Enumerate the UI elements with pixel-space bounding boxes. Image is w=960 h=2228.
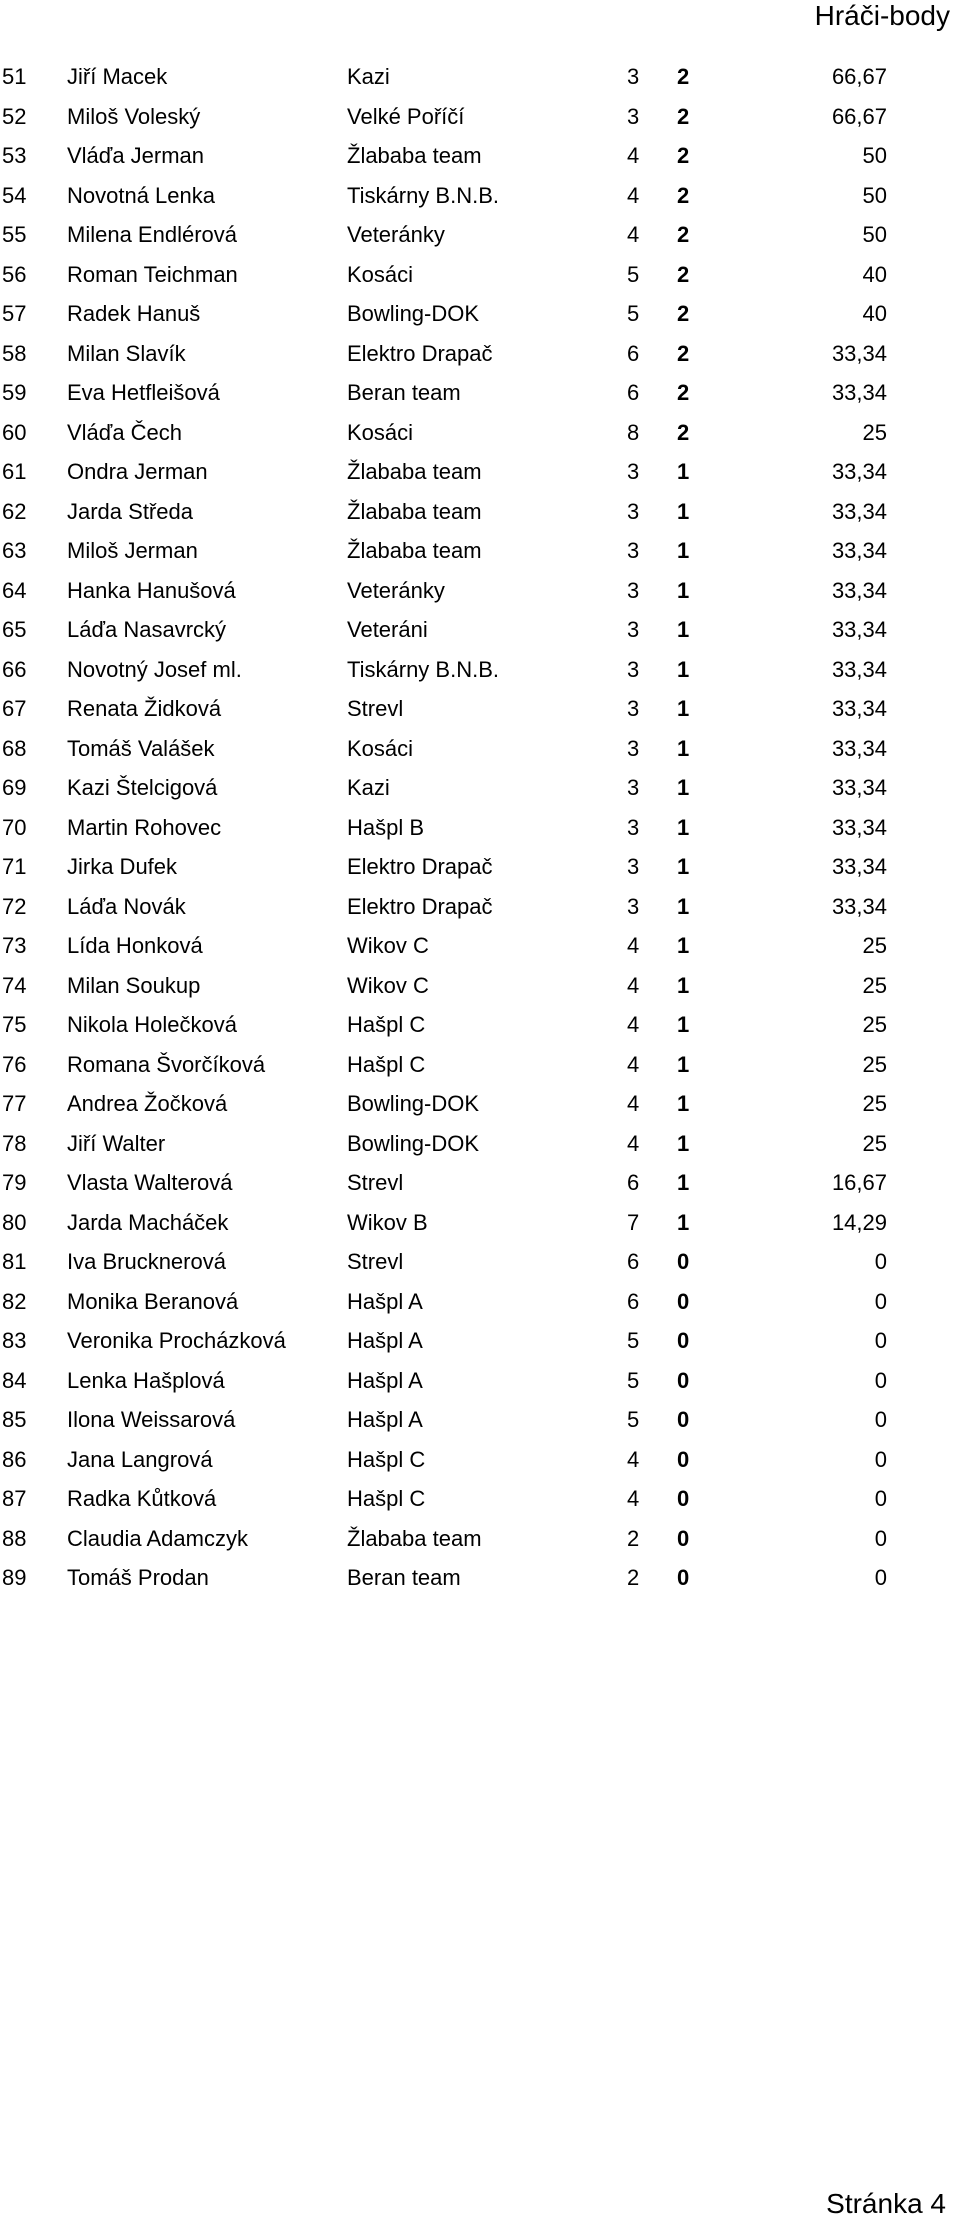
games-cell: 6 [627,380,640,405]
percentage-cell: 33,34 [831,498,887,524]
percentage-cell: 25 [862,1130,887,1156]
table-row [0,847,887,887]
points-cell: 1 [677,538,690,563]
rank-cell: 88 [2,1525,27,1551]
games-cell: 3 [627,538,640,563]
table-row [0,1558,887,1598]
points-cell: 1 [677,459,690,484]
percentage-cell: 0 [874,1249,887,1274]
points-cell: 1 [677,775,690,800]
rank-cell: 79 [2,1170,27,1195]
team-name-cell: Žlababa team [347,538,482,563]
table-row [0,1124,887,1164]
games-cell: 6 [627,1170,640,1195]
games-cell: 6 [627,1288,640,1314]
player-name-cell: Ilona Weissarová [67,1407,236,1432]
table-row [0,294,887,334]
player-name-cell: Veronika Procházková [67,1328,286,1353]
rank-cell: 61 [2,459,27,484]
rank-cell: 70 [2,814,27,840]
table-row [0,1519,887,1559]
points-cell: 1 [677,1209,690,1235]
table-row [0,1400,887,1440]
percentage-cell: 33,34 [831,696,887,721]
games-cell: 6 [627,340,640,366]
percentage-cell: 0 [874,1525,887,1551]
points-cell: 0 [677,1486,690,1511]
table-row [0,373,887,413]
points-cell: 0 [677,1288,690,1314]
points-cell: 1 [677,972,690,998]
games-cell: 5 [627,301,640,326]
percentage-cell: 50 [862,143,887,168]
rank-cell: 51 [2,64,27,89]
player-name-cell: Iva Brucknerová [67,1249,226,1274]
points-cell: 2 [677,182,690,208]
points-cell: 0 [677,1367,690,1393]
games-cell: 2 [627,1565,640,1590]
games-cell: 4 [627,143,640,168]
games-cell: 4 [627,1091,640,1116]
table-row [0,650,887,690]
points-cell: 2 [677,419,690,445]
team-name-cell: Beran team [347,1565,461,1590]
table-row [0,926,887,966]
games-cell: 4 [627,222,640,247]
team-name-cell: Hašpl B [347,814,425,840]
player-name-cell: Láďa Novák [67,893,186,919]
team-name-cell: Hašpl C [347,1446,426,1472]
player-name-cell: Jarda Středa [67,498,193,524]
page-number: Stránka 4 [826,2188,946,2219]
rank-cell: 63 [2,538,27,563]
points-cell: 2 [677,222,690,247]
team-name-cell: Strevl [347,1170,404,1195]
rank-cell: 74 [2,972,27,998]
games-cell: 3 [627,775,640,800]
percentage-cell: 25 [862,933,887,958]
table-row [0,610,887,650]
percentage-cell: 14,29 [831,1209,887,1235]
table-row [0,1084,887,1124]
player-name-cell: Claudia Adamczyk [67,1525,248,1551]
rank-cell: 59 [2,380,27,405]
table-row [0,966,887,1006]
player-name-cell: Monika Beranová [67,1288,239,1314]
rank-cell: 64 [2,577,27,603]
percentage-cell: 33,34 [831,893,887,919]
table-row [0,768,887,808]
team-name-cell: Beran team [347,380,461,405]
rank-cell: 87 [2,1486,27,1511]
team-name-cell: Wikov B [347,1209,428,1235]
team-name-cell: Wikov C [347,972,429,998]
player-name-cell: Lída Honková [67,933,203,958]
player-name-cell: Jiří Macek [67,64,168,89]
points-cell: 0 [677,1249,690,1274]
team-name-cell: Wikov C [347,933,429,958]
rank-cell: 65 [2,617,27,642]
points-cell: 1 [677,577,690,603]
team-name-cell: Veteráni [347,617,428,642]
team-name-cell: Hašpl A [347,1367,423,1393]
player-name-cell: Milan Slavík [67,340,186,366]
player-name-cell: Radka Kůtková [67,1486,217,1511]
rank-cell: 82 [2,1288,27,1314]
percentage-cell: 50 [862,182,887,208]
table-row [0,887,887,927]
rank-cell: 62 [2,498,27,524]
percentage-cell: 66,67 [831,64,887,89]
games-cell: 4 [627,1012,640,1037]
team-name-cell: Žlababa team [347,459,482,484]
table-row [0,531,887,571]
player-name-cell: Novotná Lenka [67,182,215,208]
table-row [0,571,887,611]
table-row [0,729,887,769]
games-cell: 7 [627,1209,640,1235]
team-name-cell: Tiskárny B.N.B. [347,182,499,208]
table-row [0,1242,887,1282]
table-row [0,1203,887,1243]
points-cell: 2 [677,261,690,287]
games-cell: 3 [627,656,640,682]
games-cell: 4 [627,933,640,958]
team-name-cell: Žlababa team [347,1525,482,1551]
player-name-cell: Novotný Josef ml. [67,656,242,682]
points-cell: 1 [677,854,690,879]
games-cell: 5 [627,1367,640,1393]
games-cell: 5 [627,1328,640,1353]
team-name-cell: Hašpl A [347,1407,423,1432]
games-cell: 3 [627,498,640,524]
players-points-table [0,57,887,1598]
team-name-cell: Hašpl A [347,1288,423,1314]
games-cell: 3 [627,735,640,761]
player-name-cell: Miloš Voleský [67,103,201,129]
player-name-cell: Milan Soukup [67,972,201,998]
team-name-cell: Žlababa team [347,143,482,168]
player-name-cell: Renata Židková [67,696,222,721]
games-cell: 3 [627,577,640,603]
player-name-cell: Kazi Štelcigová [67,775,218,800]
player-name-cell: Miloš Jerman [67,538,198,563]
points-cell: 1 [677,1051,690,1077]
points-cell: 1 [677,696,690,721]
games-cell: 5 [627,1407,640,1432]
player-name-cell: Milena Endlérová [67,222,237,247]
percentage-cell: 33,34 [831,380,887,405]
player-name-cell: Láďa Nasavrcký [67,617,227,642]
table-row [0,1005,887,1045]
team-name-cell: Veteránky [347,222,445,247]
percentage-cell: 25 [862,1051,887,1077]
rank-cell: 77 [2,1091,27,1116]
points-cell: 1 [677,1091,690,1116]
rank-cell: 81 [2,1249,27,1274]
player-name-cell: Hanka Hanušová [67,577,236,603]
games-cell: 3 [627,814,640,840]
points-cell: 0 [677,1525,690,1551]
player-name-cell: Romana Švorčíková [67,1051,266,1077]
rank-cell: 57 [2,301,27,326]
percentage-cell: 33,34 [831,854,887,879]
player-name-cell: Lenka Hašplová [67,1367,225,1393]
percentage-cell: 33,34 [831,340,887,366]
team-name-cell: Tiskárny B.N.B. [347,656,499,682]
percentage-cell: 33,34 [831,577,887,603]
percentage-cell: 0 [874,1328,887,1353]
percentage-cell: 33,34 [831,814,887,840]
player-name-cell: Eva Hetfleišová [67,380,220,405]
team-name-cell: Hašpl C [347,1012,426,1037]
table-row [0,255,887,295]
rank-cell: 60 [2,419,27,445]
table-row [0,1479,887,1519]
player-name-cell: Jarda Macháček [67,1209,229,1235]
percentage-cell: 25 [862,972,887,998]
points-cell: 1 [677,735,690,761]
table-row [0,57,887,97]
team-name-cell: Hašpl C [347,1051,426,1077]
team-name-cell: Strevl [347,696,404,721]
rank-cell: 53 [2,143,27,168]
table-row [0,1440,887,1480]
team-name-cell: Bowling-DOK [347,301,480,326]
points-cell: 0 [677,1328,690,1353]
table-row [0,136,887,176]
team-name-cell: Kosáci [347,735,414,761]
percentage-cell: 50 [862,222,887,247]
rank-cell: 73 [2,933,27,958]
rank-cell: 52 [2,103,27,129]
points-cell: 1 [677,498,690,524]
player-name-cell: Jirka Dufek [67,854,178,879]
games-cell: 4 [627,1130,640,1156]
team-name-cell: Hašpl C [347,1486,426,1511]
page-header-title: Hráči-body [814,0,950,31]
rank-cell: 76 [2,1051,27,1077]
games-cell: 3 [627,459,640,484]
rank-cell: 55 [2,222,27,247]
player-name-cell: Radek Hanuš [67,301,201,326]
team-name-cell: Velké Poříčí [347,103,465,129]
points-cell: 2 [677,301,690,326]
rank-cell: 56 [2,261,27,287]
points-cell: 2 [677,103,690,129]
rank-cell: 89 [2,1565,27,1590]
points-cell: 2 [677,380,690,405]
games-cell: 3 [627,854,640,879]
percentage-cell: 0 [874,1407,887,1432]
rank-cell: 75 [2,1012,27,1037]
player-name-cell: Vláďa Čech [67,419,183,445]
percentage-cell: 33,34 [831,656,887,682]
rank-cell: 54 [2,182,27,208]
rank-cell: 72 [2,893,27,919]
team-name-cell: Kosáci [347,261,414,287]
points-cell: 2 [677,143,690,168]
percentage-cell: 33,34 [831,735,887,761]
percentage-cell: 33,34 [831,617,887,642]
rank-cell: 86 [2,1446,27,1472]
rank-cell: 67 [2,696,27,721]
table-row [0,1163,887,1203]
table-row [0,413,887,453]
percentage-cell: 40 [862,301,887,326]
games-cell: 8 [627,419,640,445]
points-cell: 1 [677,656,690,682]
games-cell: 4 [627,1051,640,1077]
percentage-cell: 25 [862,1012,887,1037]
rank-cell: 83 [2,1328,27,1353]
games-cell: 3 [627,64,640,89]
rank-cell: 58 [2,340,27,366]
points-cell: 2 [677,340,690,366]
percentage-cell: 0 [874,1288,887,1314]
games-cell: 5 [627,261,640,287]
team-name-cell: Elektro Drapač [347,340,493,366]
rank-cell: 84 [2,1367,27,1393]
percentage-cell: 33,34 [831,775,887,800]
rank-cell: 69 [2,775,27,800]
table-body [0,57,887,1598]
team-name-cell: Kazi [347,775,390,800]
player-name-cell: Roman Teichman [67,261,238,287]
team-name-cell: Elektro Drapač [347,893,493,919]
player-name-cell: Nikola Holečková [67,1012,237,1037]
player-name-cell: Vlasta Walterová [67,1170,233,1195]
rank-cell: 68 [2,735,27,761]
table-row [0,215,887,255]
games-cell: 4 [627,972,640,998]
table-row [0,334,887,374]
table-row [0,1361,887,1401]
games-cell: 4 [627,182,640,208]
percentage-cell: 33,34 [831,538,887,563]
team-name-cell: Hašpl A [347,1328,423,1353]
percentage-cell: 25 [862,419,887,445]
team-name-cell: Bowling-DOK [347,1130,480,1156]
games-cell: 3 [627,696,640,721]
table-row [0,1321,887,1361]
points-cell: 1 [677,617,690,642]
games-cell: 4 [627,1486,640,1511]
games-cell: 6 [627,1249,640,1274]
player-name-cell: Andrea Žočková [67,1091,228,1116]
team-name-cell: Bowling-DOK [347,1091,480,1116]
percentage-cell: 0 [874,1486,887,1511]
table-row [0,1045,887,1085]
points-cell: 0 [677,1407,690,1432]
percentage-cell: 66,67 [831,103,887,129]
player-name-cell: Tomáš Prodan [67,1565,209,1590]
points-cell: 1 [677,1012,690,1037]
points-cell: 0 [677,1565,690,1590]
rank-cell: 78 [2,1130,27,1156]
points-cell: 1 [677,1130,690,1156]
percentage-cell: 0 [874,1367,887,1393]
team-name-cell: Elektro Drapač [347,854,493,879]
percentage-cell: 33,34 [831,459,887,484]
rank-cell: 80 [2,1209,27,1235]
points-cell: 1 [677,1170,690,1195]
points-cell: 1 [677,933,690,958]
player-name-cell: Tomáš Valášek [67,735,215,761]
points-cell: 2 [677,64,690,89]
table-row [0,492,887,532]
percentage-cell: 0 [874,1565,887,1590]
percentage-cell: 16,67 [831,1170,887,1195]
player-name-cell: Ondra Jerman [67,459,208,484]
rank-cell: 85 [2,1407,27,1432]
team-name-cell: Kosáci [347,419,414,445]
games-cell: 4 [627,1446,640,1472]
games-cell: 3 [627,893,640,919]
points-cell: 1 [677,893,690,919]
player-name-cell: Vláďa Jerman [67,143,205,168]
team-name-cell: Žlababa team [347,498,482,524]
team-name-cell: Kazi [347,64,390,89]
points-cell: 0 [677,1446,690,1472]
player-name-cell: Jiří Walter [67,1130,166,1156]
games-cell: 3 [627,103,640,129]
points-cell: 1 [677,814,690,840]
percentage-cell: 0 [874,1446,887,1472]
team-name-cell: Veteránky [347,577,445,603]
table-row [0,176,887,216]
player-name-cell: Jana Langrová [67,1446,213,1472]
percentage-cell: 25 [862,1091,887,1116]
table-row [0,97,887,137]
table-row [0,452,887,492]
table-row [0,1282,887,1322]
table-row [0,689,887,729]
table-row [0,808,887,848]
percentage-cell: 40 [862,261,887,287]
games-cell: 2 [627,1525,640,1551]
team-name-cell: Strevl [347,1249,404,1274]
rank-cell: 66 [2,656,27,682]
games-cell: 3 [627,617,640,642]
rank-cell: 71 [2,854,27,879]
player-name-cell: Martin Rohovec [67,814,222,840]
